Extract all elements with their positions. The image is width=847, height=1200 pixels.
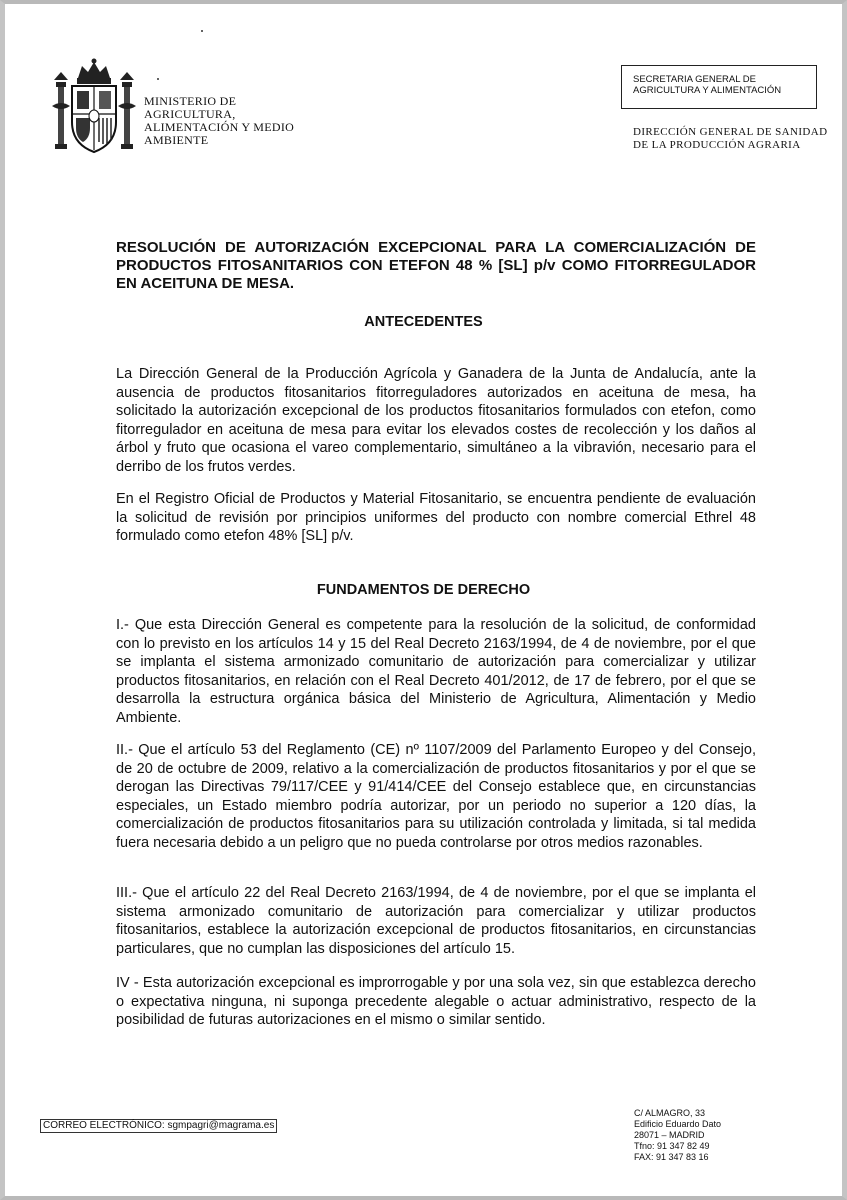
address-line: 28071 – MADRID — [634, 1130, 705, 1140]
fundamento-paragraph: IV - Esta autorización excepcional es improrrogable y por una sola vez, sin que establezca derecho o expectativa ninguna, ni suponga precedente alegable o actuar administrativo, respecto de la posibilidad de futuras autorizaciones en el mismo o similar sentido. — [116, 975, 756, 1028]
antecedentes-paragraph: En el Registro Oficial de Productos y Material Fitosanitario, se encuentra pendiente de evaluación la solicitud de revisión por principios uniformes del producto con nombre comercial Ethrel 48 formulado como etefon 48% [SL] p/v. — [116, 491, 756, 544]
footer-email: CORREO ELECTRÓNICO: sgmpagri@magrama.es — [40, 1119, 277, 1133]
address-line: FAX: 91 347 83 16 — [634, 1152, 709, 1162]
antecedentes-heading: ANTECEDENTES — [364, 314, 483, 330]
ministry-line: AMBIENTE — [144, 133, 209, 147]
secretaria-box — [621, 65, 817, 109]
footer-address — [634, 1108, 721, 1163]
fundamento-paragraph: II.- Que el artículo 53 del Reglamento (CE) nº 1107/2009 del Parlamento Europeo y del Consejo, de 20 de octubre de 2009, relativo a la comercialización de productos fitosanitarios y por el que se derogan las Directivas 79/117/CEE y 91/414/CEE del Consejo establece que, en circunstancias especiales, un Estado miembro podría autorizar, por un periodo no superior a 120 días, la comercialización de productos fitosanitarios para su utilización controlada y limitada, si tal medida fuera necesaria debido a un peligro que no pueda controlarse por otros medios razonables. — [116, 742, 756, 851]
direccion-line: DE LA PRODUCCIÓN AGRARIA — [633, 139, 801, 151]
address-line: Tfno: 91 347 82 49 — [634, 1141, 710, 1151]
antecedentes-paragraph: La Dirección General de la Producción Agrícola y Ganadera de la Junta de Andalucía, ante la ausencia de productos fitosanitarios fitorreguladores autorizados en aceituna de mesa, ha solicitado la autorización excepcional de los productos fitosanitarios formulados con etefon, como fitorregulador en aceituna de mesa para evitar los elevados costes de recolección y los daños al árbol y fruto que ocasiona el vareo complementario, simultáneo a la vibravión, necesario para el derribo de los frutos verdes. — [116, 366, 756, 475]
ministry-line: AGRICULTURA, — [144, 107, 236, 121]
scan-speck — [157, 78, 159, 80]
secretaria-line: SECRETARIA GENERAL DE — [633, 74, 757, 85]
ministry-name — [144, 95, 294, 147]
secretaria-line: AGRICULTURA Y ALIMENTACIÓN — [633, 85, 782, 96]
direccion-general — [633, 126, 827, 152]
address-line: Edificio Eduardo Dato — [634, 1119, 722, 1129]
fundamento-paragraph: III.- Que el artículo 22 del Real Decreto 2163/1994, de 4 de noviembre, por el que se implanta el sistema armonizado comunitario de autorización para comercializar y utilizar productos fitosanitarios, establece la autorización excepcional de productos fitosanitarios, en circunstancias particulares, que no cumplan las disposiciones del artículo 15. — [116, 885, 756, 957]
direccion-line: DIRECCIÓN GENERAL DE SANIDAD — [633, 126, 828, 138]
coat-of-arms-icon — [48, 58, 140, 158]
address-line: C/ ALMAGRO, 33 — [634, 1108, 706, 1118]
ministry-line: MINISTERIO DE — [144, 94, 237, 108]
document-title: RESOLUCIÓN DE AUTORIZACIÓN EXCEPCIONAL PARA LA COMERCIALIZACIÓN DE PRODUCTOS FITOSANITARIOS CON ETEFON 48 % [SL] p/v COMO FITORREGULADOR EN ACEITUNA DE MESA. — [116, 239, 756, 292]
scan-speck — [201, 30, 203, 32]
fundamento-paragraph: I.- Que esta Dirección General es competente para la resolución de la solicitud, de conformidad con lo previsto en los artículos 14 y 15 del Real Decreto 2163/1994, de 4 de noviembre, por el que se implanta el sistema armonizado comunitario de autorización para comercializar y utilizar productos fitosanitarios, en relación con el Real Decreto 401/2012, de 17 de febrero, por el que se desarrolla la estructura orgánica básica del Ministerio de Agricultura, Alimentación y Medio Ambiente. — [116, 617, 756, 726]
fundamentos-heading: FUNDAMENTOS DE DERECHO — [316, 582, 531, 598]
ministry-line: ALIMENTACIÓN Y MEDIO — [144, 120, 295, 134]
